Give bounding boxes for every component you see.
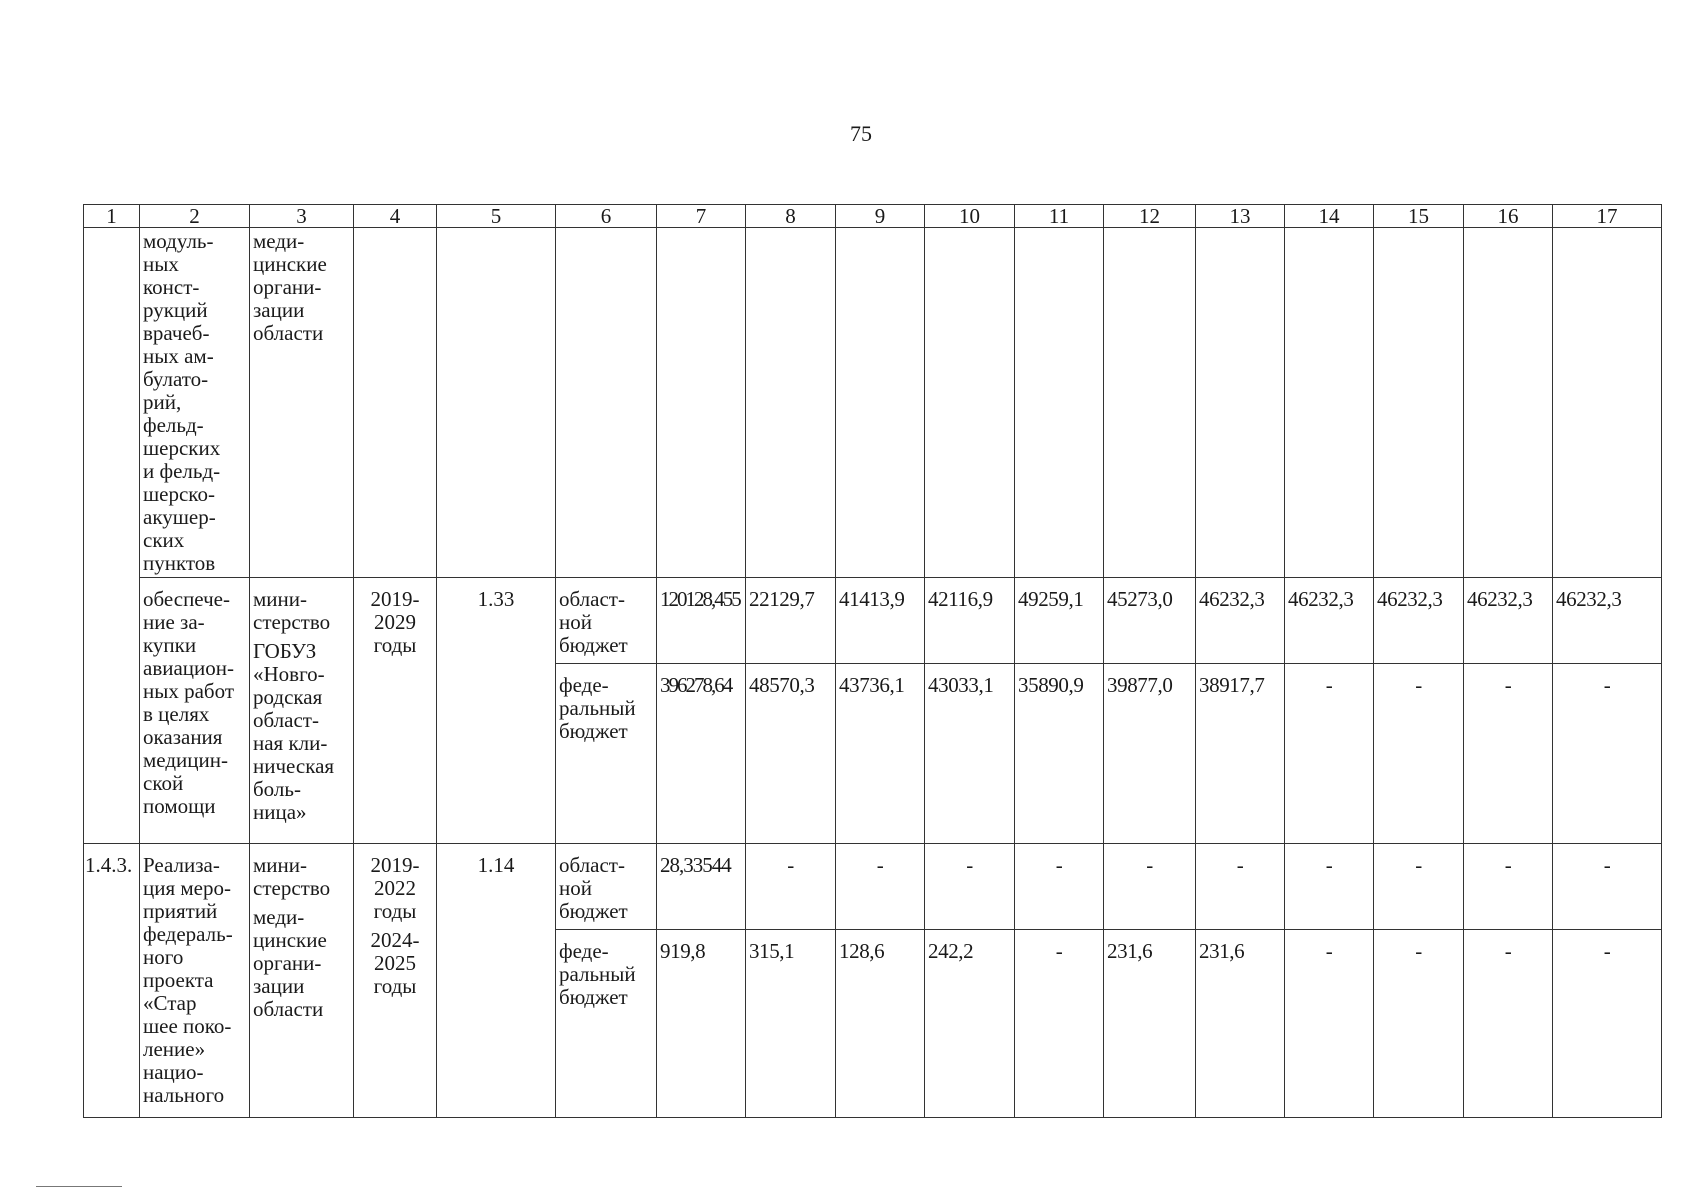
activity-name-cell	[140, 228, 250, 578]
value-cell: 919,8	[657, 930, 746, 1118]
executor: меди- цинские органи- зации области	[253, 229, 327, 345]
executor-cell	[250, 228, 354, 578]
column-header: 8	[746, 205, 836, 228]
source-cell	[556, 578, 657, 664]
value-cell: 43736,1	[836, 664, 925, 844]
column-header: 17	[1553, 205, 1662, 228]
value-cell: 231,6	[1104, 930, 1196, 1118]
indicator-cell	[437, 228, 556, 578]
column-header: 10	[925, 205, 1015, 228]
activity-name-cell	[140, 844, 250, 1118]
period-cell	[354, 228, 437, 578]
value-cell	[657, 228, 746, 578]
column-header: 9	[836, 205, 925, 228]
value-cell: 39877,0	[1104, 664, 1196, 844]
activity-name-cell	[140, 578, 250, 844]
value-cell: -	[1104, 844, 1196, 930]
value-cell: 49259,1	[1015, 578, 1104, 664]
value-cell: 38917,7	[1196, 664, 1285, 844]
column-header: 7	[657, 205, 746, 228]
value-cell: 242,2	[925, 930, 1015, 1118]
funding-source: област- ной бюджет	[559, 587, 628, 657]
value-cell	[746, 228, 836, 578]
value-cell: 28,33544	[657, 844, 746, 930]
value-cell	[1464, 228, 1553, 578]
table-row	[84, 228, 1662, 578]
footnote-separator	[36, 1186, 122, 1187]
value-cell: -	[1196, 844, 1285, 930]
activity-name: обеспече- ние за- купки авиацион- ных работ в целях оказания медицин- ской помощи	[143, 587, 235, 818]
program-table	[83, 204, 1662, 1118]
executor-cell	[250, 844, 354, 1118]
value-cell	[1553, 228, 1662, 578]
column-header: 16	[1464, 205, 1553, 228]
value-cell: 120128,455	[657, 578, 746, 664]
value-cell: 48570,3	[746, 664, 836, 844]
table-row	[84, 844, 1662, 930]
item-number-cell	[84, 844, 140, 1118]
value-cell	[1374, 228, 1464, 578]
executor: ГОБУЗ «Новго- родская област- ная кли- ническая боль- ница»	[253, 639, 335, 824]
column-header: 5	[437, 205, 556, 228]
value-cell: -	[1374, 664, 1464, 844]
value-cell: -	[1464, 664, 1553, 844]
period-cell	[354, 844, 437, 1118]
value-cell: -	[1285, 664, 1374, 844]
value-cell: 46232,3	[1196, 578, 1285, 664]
source-cell	[556, 844, 657, 930]
value-cell: 231,6	[1196, 930, 1285, 1118]
column-header: 11	[1015, 205, 1104, 228]
value-cell: -	[1553, 930, 1662, 1118]
value-cell: -	[1374, 844, 1464, 930]
value-cell: 45273,0	[1104, 578, 1196, 664]
column-header: 1	[84, 205, 140, 228]
funding-source: феде- ральный бюджет	[559, 673, 636, 743]
column-header: 4	[354, 205, 437, 228]
column-header: 12	[1104, 205, 1196, 228]
value-cell	[836, 228, 925, 578]
value-cell	[1196, 228, 1285, 578]
column-number-row	[84, 205, 1662, 228]
column-header: 2	[140, 205, 250, 228]
period-cell	[354, 578, 437, 844]
value-cell: -	[836, 844, 925, 930]
value-cell: -	[1464, 844, 1553, 930]
value-cell	[1285, 228, 1374, 578]
value-cell: -	[1464, 930, 1553, 1118]
value-cell	[1015, 228, 1104, 578]
executor: мини- стерство	[253, 853, 331, 900]
value-cell: 315,1	[746, 930, 836, 1118]
column-header: 15	[1374, 205, 1464, 228]
activity-name: модуль- ных конст- рукций врачеб- ных ам- булато- рий, фельд- шерских и фельд- шерско- акушер- ских пунктов	[143, 229, 221, 575]
indicator: 1.33	[477, 587, 515, 611]
column-header: 6	[556, 205, 657, 228]
value-cell: -	[746, 844, 836, 930]
value-cell: 22129,7	[746, 578, 836, 664]
value-cell: 46232,3	[1553, 578, 1662, 664]
value-cell: -	[1553, 664, 1662, 844]
column-header: 14	[1285, 205, 1374, 228]
table-row	[84, 578, 1662, 664]
value-cell: 128,6	[836, 930, 925, 1118]
period: 2024- 2025 годы	[370, 928, 420, 998]
column-header: 3	[250, 205, 354, 228]
funding-source: област- ной бюджет	[559, 853, 628, 923]
value-cell	[1104, 228, 1196, 578]
value-cell: -	[1015, 844, 1104, 930]
item-number: 1.4.3.	[85, 853, 133, 877]
item-number-cell	[84, 228, 140, 844]
page-number: 75	[850, 121, 872, 146]
value-cell: 46232,3	[1374, 578, 1464, 664]
indicator-cell	[437, 578, 556, 844]
funding-source: феде- ральный бюджет	[559, 939, 636, 1009]
value-cell: 41413,9	[836, 578, 925, 664]
value-cell: 43033,1	[925, 664, 1015, 844]
value-cell: -	[1285, 844, 1374, 930]
value-cell: 396278,64	[657, 664, 746, 844]
value-cell: 42116,9	[925, 578, 1015, 664]
period: 2019- 2022 годы	[370, 853, 420, 923]
source-cell	[556, 664, 657, 844]
source-cell	[556, 930, 657, 1118]
value-cell: 46232,3	[1464, 578, 1553, 664]
source-cell	[556, 228, 657, 578]
value-cell: -	[925, 844, 1015, 930]
executor: мини- стерство	[253, 587, 331, 634]
value-cell: -	[1015, 930, 1104, 1118]
value-cell: 35890,9	[1015, 664, 1104, 844]
period: 2019- 2029 годы	[370, 587, 420, 657]
indicator: 1.14	[477, 853, 515, 877]
indicator-cell	[437, 844, 556, 1118]
value-cell: -	[1285, 930, 1374, 1118]
value-cell	[925, 228, 1015, 578]
activity-name: Реализа- ция меро- приятий федераль- ного проекта «Стар шее поко- ление» нацио- нального	[143, 853, 233, 1107]
value-cell: -	[1374, 930, 1464, 1118]
executor: меди- цинские органи- зации области	[253, 905, 327, 1021]
value-cell: -	[1553, 844, 1662, 930]
executor-cell	[250, 578, 354, 844]
value-cell: 46232,3	[1285, 578, 1374, 664]
column-header: 13	[1196, 205, 1285, 228]
